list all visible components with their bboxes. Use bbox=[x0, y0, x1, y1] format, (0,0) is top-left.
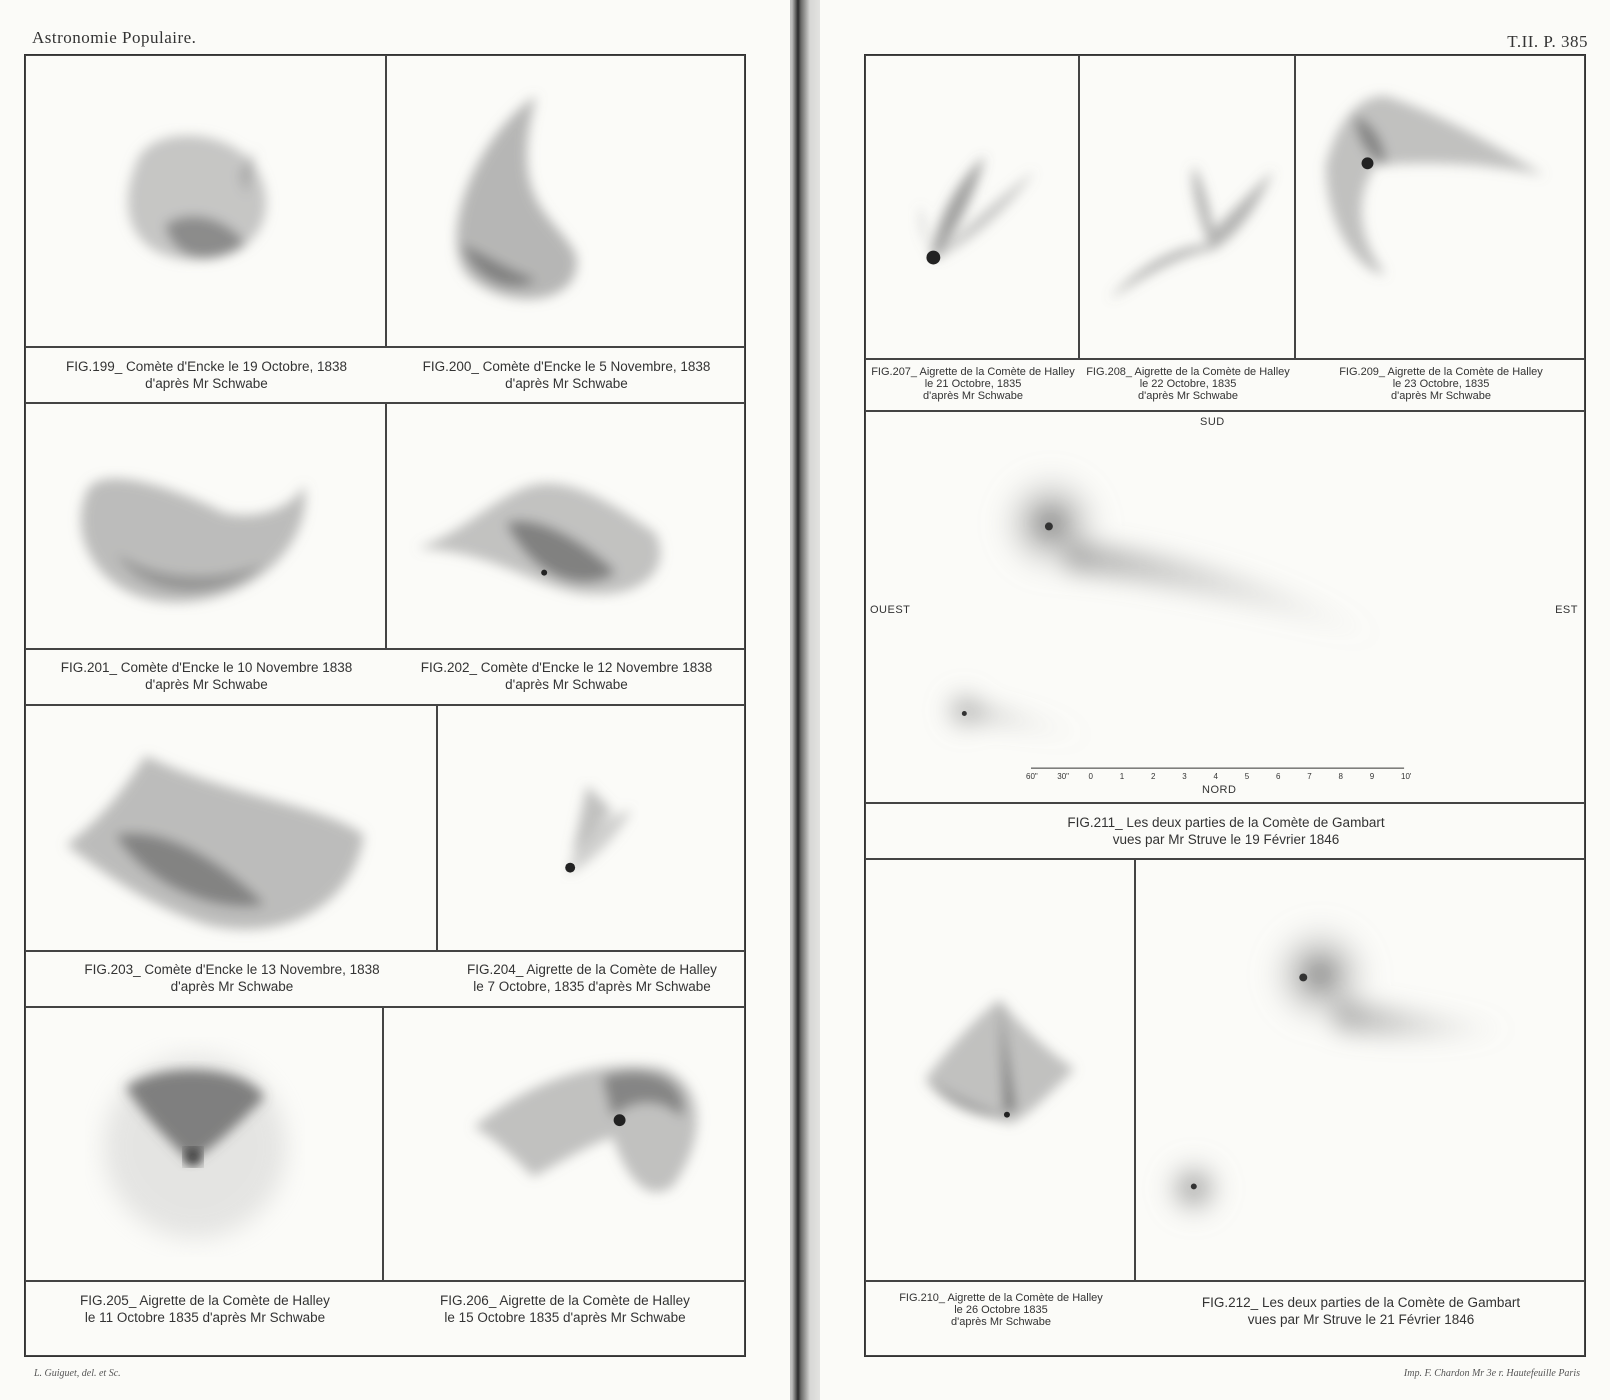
direction-east-label: EST bbox=[1555, 604, 1578, 616]
caption-row-1 bbox=[25, 347, 745, 403]
figure-210-caption: FIG.210_ Aigrette de la Comète de Halley le 26 Octobre 1835 d'après Mr Schwabe bbox=[899, 1292, 1103, 1328]
figure-209-illustration bbox=[1295, 55, 1585, 359]
figure-206-caption: FIG.206_ Aigrette de la Comète de Halley le 15 Octobre 1835 d'après Mr Schwabe bbox=[440, 1293, 690, 1325]
left-page bbox=[0, 0, 790, 1400]
figure-205-illustration bbox=[25, 1007, 383, 1281]
figure-203-caption: FIG.203_ Comète d'Encke le 13 Novembre, 1838 d'après Mr Schwabe bbox=[84, 962, 380, 994]
figure-212-caption: FIG.212_ Les deux parties de la Comète de Gambart vues par Mr Struve le 21 Février 1846 bbox=[1201, 1295, 1521, 1327]
figure-207-illustration bbox=[865, 55, 1079, 359]
scale-tick-label: 60" bbox=[1026, 772, 1038, 781]
caption-row-6 bbox=[865, 803, 1585, 859]
scale-tick-label: 9 bbox=[1369, 772, 1375, 781]
right-plate-frame bbox=[864, 54, 1586, 1357]
figure-199-illustration bbox=[25, 55, 386, 347]
figure-200-caption: FIG.200_ Comète d'Encke le 5 Novembre, 1838 d'après Mr Schwabe bbox=[422, 359, 711, 391]
figure-208-illustration bbox=[1079, 55, 1295, 359]
figure-202-caption: FIG.202_ Comète d'Encke le 12 Novembre 1838 d'après Mr Schwabe bbox=[420, 660, 713, 692]
figure-203-illustration bbox=[25, 705, 437, 951]
caption-row-5 bbox=[865, 359, 1585, 411]
scale-tick-label: 6 bbox=[1276, 772, 1281, 781]
caption-row-7 bbox=[865, 1281, 1585, 1356]
scale-tick-label: 2 bbox=[1151, 772, 1156, 781]
figure-204-illustration bbox=[437, 705, 745, 951]
figure-211-caption: FIG.211_ Les deux parties de la Comète de Gambart vues par Mr Struve le 19 Février 1846 bbox=[1067, 815, 1385, 847]
scale-tick-label: 4 bbox=[1213, 772, 1218, 781]
figure-205-caption: FIG.205_ Aigrette de la Comète de Halley le 11 Octobre 1835 d'après Mr Schwabe bbox=[80, 1293, 330, 1325]
figure-210-illustration bbox=[865, 859, 1135, 1281]
scale-tick-label: 3 bbox=[1182, 772, 1187, 781]
caption-row-4 bbox=[25, 1281, 745, 1356]
figure-208-caption: FIG.208_ Aigrette de la Comète de Halley le 22 Octobre, 1835 d'après Mr Schwabe bbox=[1086, 366, 1290, 402]
scale-tick-label: 8 bbox=[1338, 772, 1343, 781]
scale-tick-label: 10' bbox=[1401, 772, 1412, 781]
scale-tick-label: 1 bbox=[1119, 772, 1125, 781]
figure-201-illustration bbox=[25, 403, 386, 649]
figure-211-illustration bbox=[865, 411, 1585, 803]
scale-tick-label: 0 bbox=[1088, 772, 1093, 781]
figure-212-illustration bbox=[1135, 859, 1585, 1281]
right-page-footer: Imp. F. Chardon Mr 3e r. Hautefeuille Paris bbox=[1403, 1368, 1580, 1379]
figure-201-caption: FIG.201_ Comète d'Encke le 10 Novembre 1838 d'après Mr Schwabe bbox=[60, 660, 353, 692]
figure-199-caption: FIG.199_ Comète d'Encke le 19 Octobre, 1838 d'après Mr Schwabe bbox=[66, 359, 347, 391]
scale-tick-label: 5 bbox=[1244, 772, 1250, 781]
direction-west-label: OUEST bbox=[870, 604, 911, 616]
direction-north-label: NORD bbox=[1202, 784, 1237, 796]
figure-207-caption: FIG.207_ Aigrette de la Comète de Halley le 21 Octobre, 1835 d'après Mr Schwabe bbox=[871, 366, 1075, 402]
figure-209-caption: FIG.209_ Aigrette de la Comète de Halley le 23 Octobre, 1835 d'après Mr Schwabe bbox=[1339, 366, 1543, 402]
figure-204-caption: FIG.204_ Aigrette de la Comète de Halley le 7 Octobre, 1835 d'après Mr Schwabe bbox=[467, 962, 717, 994]
right-page bbox=[820, 0, 1610, 1400]
right-page-header: T.II. P. 385 bbox=[1507, 32, 1588, 51]
scale-tick-label: 7 bbox=[1307, 772, 1312, 781]
left-page-footer: L. Guiguet, del. et Sc. bbox=[34, 1368, 121, 1379]
caption-row-2 bbox=[25, 649, 745, 705]
figure-206-illustration bbox=[383, 1007, 745, 1281]
scale-tick-label: 30" bbox=[1057, 772, 1069, 781]
figure-202-illustration bbox=[386, 403, 745, 649]
direction-south-label: SUD bbox=[1200, 416, 1225, 428]
left-plate-frame bbox=[24, 54, 746, 1357]
figure-200-illustration bbox=[386, 55, 745, 347]
left-page-header: Astronomie Populaire. bbox=[32, 28, 197, 47]
caption-row-3 bbox=[25, 951, 745, 1007]
